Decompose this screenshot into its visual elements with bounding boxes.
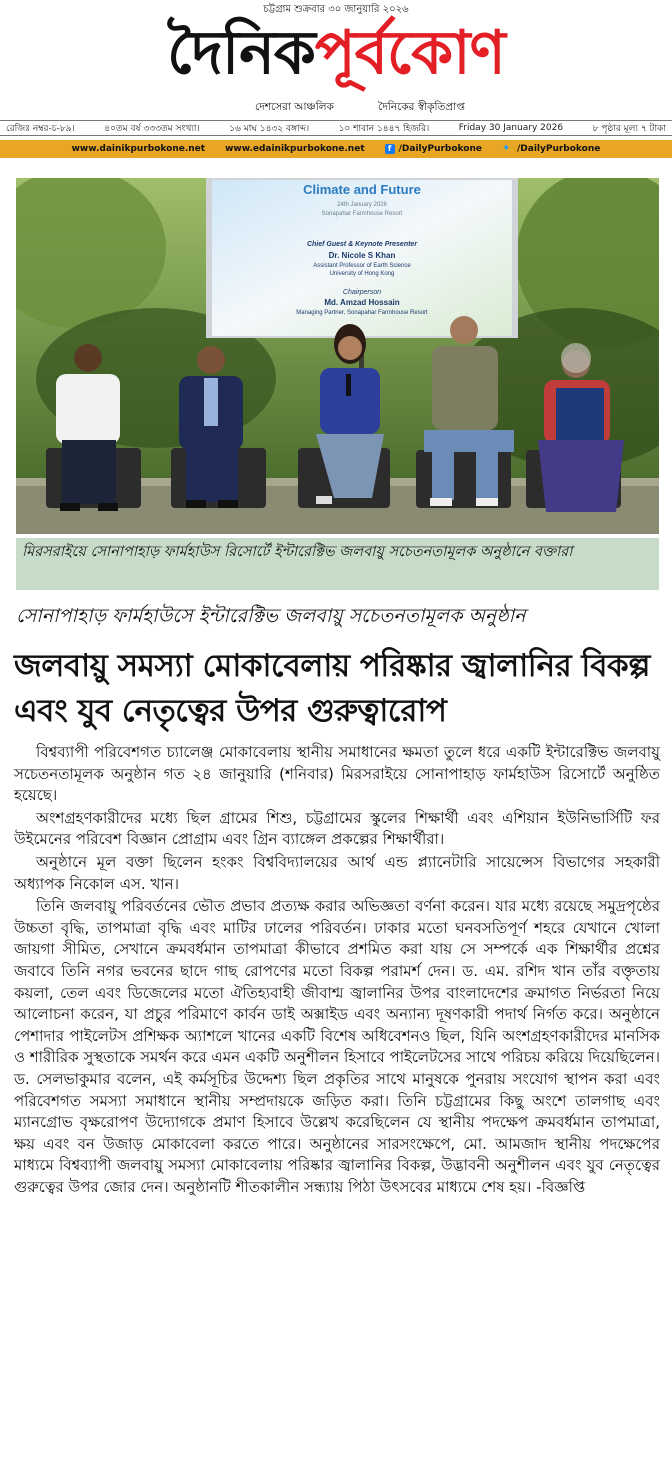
photo-caption: মিরসরাইয়ে সোনাপাহাড় ফার্মহাউস রিসোর্টে ইন্টারেক্টিভ জলবায়ু সচেতনতামূলক অনুষ্ঠানে বক্তারা: [16, 538, 659, 590]
bangla-date: ১৬ মাঘ ১৪৩২ বঙ্গাব্দ।: [229, 123, 310, 134]
article-paragraph-2: অংশগ্রহণকারীদের মধ্যে ছিল গ্রামের শিশু, চট্টগ্রামের স্কুলের শিক্ষার্থী এবং এশিয়ান ইউনিভার্সিটি ফর উইমেনের পরিবেশ বিজ্ঞান প্রোগ্রাম এবং গ্রিন ব্যাঙ্গেল প্রকল্পের শিক্ষার্থীরা।: [14, 808, 660, 849]
banner-chief-guest-label: Chief Guest & Keynote Presenter: [306, 241, 418, 248]
website-link[interactable]: www.dainikpurbokone.net: [71, 144, 206, 154]
year-issue: ৪০তম বর্ষ ৩৩৩তম সংখ্যা।: [104, 123, 200, 134]
issue-info-bar: [0, 120, 672, 136]
epaper-link[interactable]: www.edainikpurbokone.net: [225, 144, 365, 154]
facebook-icon: f: [385, 144, 395, 154]
banner-chair-label: Chairperson: [342, 289, 382, 296]
banner-venue: Sonapahar Farmhouse Resort: [321, 211, 403, 217]
facebook-link[interactable]: [385, 144, 482, 154]
banner-chief-guest-name: Dr. Nicole S Khan: [328, 251, 396, 260]
article-body: [14, 742, 660, 1199]
event-photo: [16, 178, 659, 534]
links-bar: [0, 140, 672, 158]
banner-chief-guest-role2: University of Hong Kong: [329, 271, 395, 277]
twitter-link[interactable]: [502, 144, 600, 154]
banner-chair-name: Md. Amzad Hossain: [324, 298, 400, 307]
tagline-left: দেশসেরা আঞ্চলিক: [255, 101, 334, 113]
kicker-headline: সোনাপাহাড় ফার্মহাউসে ইন্টারেক্টিভ জলবায়ু সচেতনতামূলক অনুষ্ঠান: [16, 605, 526, 627]
logo-word-purbokone: পূর্বকোণ: [314, 18, 505, 88]
hijri-date: ১০ শাবান ১৪৪৭ হিজরি।: [338, 123, 430, 134]
banner-chair-role: Managing Partner, Sonapahar Farmhouse Resort: [296, 310, 428, 316]
banner-title: Climate and Future: [303, 182, 421, 197]
article-paragraph-1: বিশ্বব্যাপী পরিবেশগত চ্যালেঞ্জ মোকাবেলায় স্থানীয় সমাধানের ক্ষমতা তুলে ধরে একটি ইন্টারেক্টিভ জলবায়ু সচেতনতামূলক অনুষ্ঠান গত ২৪ জানুয়ারি (শনিবার) মিরসরাইয়ে সোনাপাহাড় ফার্মহাউস রিসোর্টে অনুষ্ঠিত হয়েছে।: [14, 743, 660, 805]
event-photo-illustration: [16, 178, 659, 534]
logo-word-dainik: দৈনিক: [167, 18, 315, 88]
english-date: Friday 30 January 2026: [458, 123, 564, 133]
article-paragraph-4: তিনি জলবায়ু পরিবর্তনের ভৌত প্রভাব প্রত্যক্ষ করার অভিজ্ঞতা বর্ণনা করেন। যার মধ্যে রয়েছে সমুদ্রপৃষ্ঠের উচ্চতা বৃদ্ধি, তাপমাত্রা বৃদ্ধি এবং মাটির ঢালের পরিবর্তন। ঢাকার মতো ঘনবসতিপূর্ণ শহরে যেখানে খোলা জায়গা সীমিত, সেখানে ক্রমবর্ধমান তাপমাত্রা কীভাবে প্রশমিত করা যায় সে সম্পর্কে এক শিক্ষার্থীর প্রশ্নের জবাবে তিনি নগর ভবনের ছাদে গাছ রোপণের মতো বিকল্প পরামর্শ দেন। ড. এম. রশিদ খান তাঁর বক্তৃতায় কয়লা, তেল এবং ডিজেলের মতো ঐতিহ্যবাহী জীবাশ্ম জ্বালানির উপর বাংলাদেশের ক্রমাগত নির্ভরতা নিয়ে আলোচনা করেন, যা প্রচুর পরিমাণে কার্বন ডাই অক্সাইড এবং অন্যান্য দূষণকারী পদার্থ নির্গত করে। অনুষ্ঠানে পেশাদার পাইলেটস প্রশিক্ষক অ্যাশলে খানের একটি বিশেষ অধিবেশনও ছিল, যিনি অংশগ্রহণকারীদের মানসিক ও শারীরিক সুস্থতাকে সমর্থন করে এমন একটি অনুশীলন হিসাবে পাইলেটসের সাথে পরিচয় করিয়ে দিয়েছিলেন। ড. সেলভাকুমার বলেন, এই কর্মসূচির উদ্দেশ্য ছিল প্রকৃতির সাথে মানুষকে পুনরায় সংযোগ স্থাপন করা এবং পরিবেশগত সমস্যা সমাধানে স্থানীয় সম্প্রদায়কে জড়িত করা। তিনি চট্টগ্রামের কিছু অংশে তালগাছ এবং ম্যানগ্রোভ বৃক্ষরোপণ উদ্যোগকে প্রমাণ হিসাবে উল্লেখ করেছিলেন যে স্থানীয় পদক্ষেপ ক্রমবর্ধমান তাপমাত্রা, ক্ষয় এবং বন উজাড় মোকাবেলা করতে পারে। অনুষ্ঠানের সারসংক্ষেপে, মো. আমজাদ স্থানীয় পদক্ষেপের মাধ্যমে বিশ্বব্যাপী জলবায়ু সমস্যা মোকাবেলায় পরিষ্কার জ্বালানির বিকল্প, উদ্ভাবনী অনুশীলন এবং যুব নেতৃত্বের গুরুত্বের উপর জোর দেন। অনুষ্ঠানটি শীতকালীন সন্ধ্যায় পিঠা উৎসবের মাধ্যমে শেষ হয়। -বিজ্ঞপ্তি: [14, 897, 660, 1196]
twitter-icon: ✦: [502, 143, 511, 154]
main-headline: জলবায়ু সমস্যা মোকাবেলায় পরিষ্কার জ্বালানির বিকল্প এবং যুব নেতৃত্বের উপর গুরুত্বারোপ: [14, 648, 650, 729]
banner-chief-guest-role1: Assistant Professor of Earth Science: [313, 263, 411, 269]
registration-number: রেজিঃ নম্বর-চ-৮৯।: [6, 123, 75, 134]
tagline-right: দৈনিকের স্বীকৃতিপ্রাপ্ত: [378, 101, 465, 113]
newspaper-logo[interactable]: [0, 14, 672, 92]
pages-price: ৮ পৃষ্ঠার মূল্য ৭ টাকা: [592, 123, 666, 134]
article-paragraph-3: অনুষ্ঠানে মূল বক্তা ছিলেন হংকং বিশ্ববিদ্যালয়ের আর্থ এন্ড প্ল্যানেটারি সায়েন্সেস বিভাগের সহকারী অধ্যাপক নিকোল এস. খান।: [14, 852, 660, 893]
twitter-handle: /DailyPurbokone: [517, 144, 601, 154]
dateline: চট্টগ্রাম শুক্রবার ৩০ জানুয়ারি ২০২৬: [263, 4, 409, 15]
facebook-handle: /DailyPurbokone: [398, 144, 482, 154]
microphone: [346, 374, 351, 396]
banner-date: 24th January 2026: [337, 202, 387, 208]
